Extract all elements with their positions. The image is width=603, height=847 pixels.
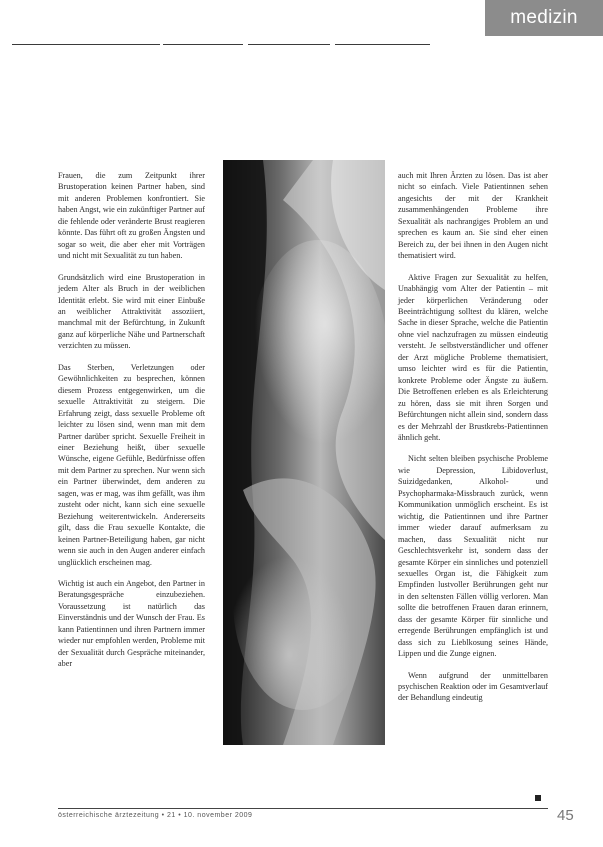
paragraph: Grundsätzlich wird eine Brustoperation in jedem Alter als Bruch in der weiblichen Identität erlebt. Sie wird mit einer Einbuße an weiblicher Attraktivität assoziiert, manchmal mit der Befürchtung, in Zukunft ganz auf körperliche Nähe und Partnerschaft verzichten zu müssen.	[58, 272, 205, 351]
header-rule-segment	[12, 44, 160, 45]
page-number: 45	[557, 807, 574, 824]
article-right-column	[398, 170, 548, 714]
article-end-mark	[535, 795, 541, 801]
article-photo	[223, 160, 385, 745]
paragraph: Frauen, die zum Zeitpunkt ihrer Brustoperation keinen Partner haben, sind mit anderen Problemen konfrontiert. Sie haben Angst, wie ein zukünftiger Partner auf die fehlende oder veränderte Brust reagieren könnte. Das führt oft zu großen Ängsten und sogar so weit, die aber eher mit Vorträgen und nicht mit Sexualität zu tun haben.	[58, 171, 205, 261]
publication-line: österreichische ärztezeitung • 21 • 10. november 2009	[58, 812, 253, 819]
paragraph: Nicht selten bleiben psychische Probleme wie Depression, Libidoverlust, Suizidgedanken, Alkohol- und Psychopharmaka-Missbrauch zurück, wenn Kommunikation unmöglich erscheint. Es ist wichtig, die Patientinnen und ihre Partner immer wieder darauf aufmerksam zu machen, dass Sexualität nicht nur Geschlechtsverkehr ist, sondern dass der gesamte Körper ein sinnliches und potenziell sexuelles Organ ist, die Fähigkeit zum Empfinden lustvoller Berührungen geht nur in den seltensten Fällen völlig verloren. Man sollte die betroffenen Frauen daran erinnern, dass der gesamte Körper für sinnliche und erregende Berührungen empfänglich ist und dass sich zu Lieblkosung seines Hände, Lippen und die Zunge eignen.	[398, 454, 548, 659]
section-label: medizin	[485, 0, 603, 36]
paragraph: auch mit Ihren Ärzten zu lösen. Das ist aber nicht so einfach. Viele Patientinnen sehen angesichts der mit der Krankheit zusammenhängenden Probleme ihre Sexualität als nachrangiges Problem an und sprechen es kaum an. Sie sind eher einen Bereich zu, der bei ihnen in den Augen nicht thematisiert wird.	[398, 171, 548, 261]
page-footer	[58, 808, 548, 819]
article-left-column	[58, 170, 205, 680]
paragraph: Wenn aufgrund der unmittelbaren psychischen Reaktion oder im Gesamtverlauf der Behandlung eindeutig	[398, 670, 548, 703]
body-photo-image	[223, 160, 385, 745]
paragraph: Das Sterben, Verletzungen oder Gewöhnlichkeiten zu besprechen, können diesem Prozess entgegenwirken, um die sexuelle Attraktivität zu steigern. Die Erfahrung zeigt, dass sexuelle Probleme oft leichter zu lösen sind, wenn man mit dem Partner darüber spricht. Sexuelle Freiheit in einer Beziehung heißt, über sexuelle Wünsche, eigene Gefühle, Bedürfnisse offen mit dem Partner zu sprechen. Nur wenn sich ein Partner überwindet, dem anderen zu sagen, was er mag, was ihm gefällt, was ihm zusteht oder nicht, kann sich eine sexuelle Beziehung weiterentwickeln. Andererseits gilt, dass die Frau sexuelle Kontakte, die keinen Partner-Beteiligung haben, gar nicht wenn sie auch in den Augen anderer einfach unglücklich erscheinen mag.	[58, 362, 205, 567]
paragraph: Wichtig ist auch ein Angebot, den Partner in Beratungsgespräche einzubeziehen. Voraussetzung ist natürlich das Einverständnis und der Wunsch der Frau. Es kann Patientinnen und ihren Partnern immer wieder nur empfohlen werden, Probleme mit der Sexualität durch Gespräche miteinander, aber	[58, 578, 205, 669]
header-rule-segment	[335, 44, 430, 45]
header-rule-segment	[163, 44, 243, 45]
header-rule	[0, 44, 430, 45]
header-rule-segment	[248, 44, 330, 45]
paragraph: Aktive Fragen zur Sexualität zu helfen, Unabhängig vom Alter der Patientin – mit jeder körperlichen Veränderung oder Beeinträchtigung solltest du klären, welche Sache in dieser Sprache, welche die Patientin ohne viel nachzufragen zu müssen eindeutig versteht. Je selbstverständlicher und offener der Arzt mögliche Probleme thematisiert, umso leichter wird es für die Patientin, konkrete Probleme oder Ängste zu äußern. Die Betroffenen erleben es als Erleichterung zu hören, dass sie mit ihren Sorgen und Befürchtungen nicht allein sind, sondern dass es der Mehrzahl der Brustkrebs-Patientinnen ähnlich geht.	[398, 272, 548, 442]
